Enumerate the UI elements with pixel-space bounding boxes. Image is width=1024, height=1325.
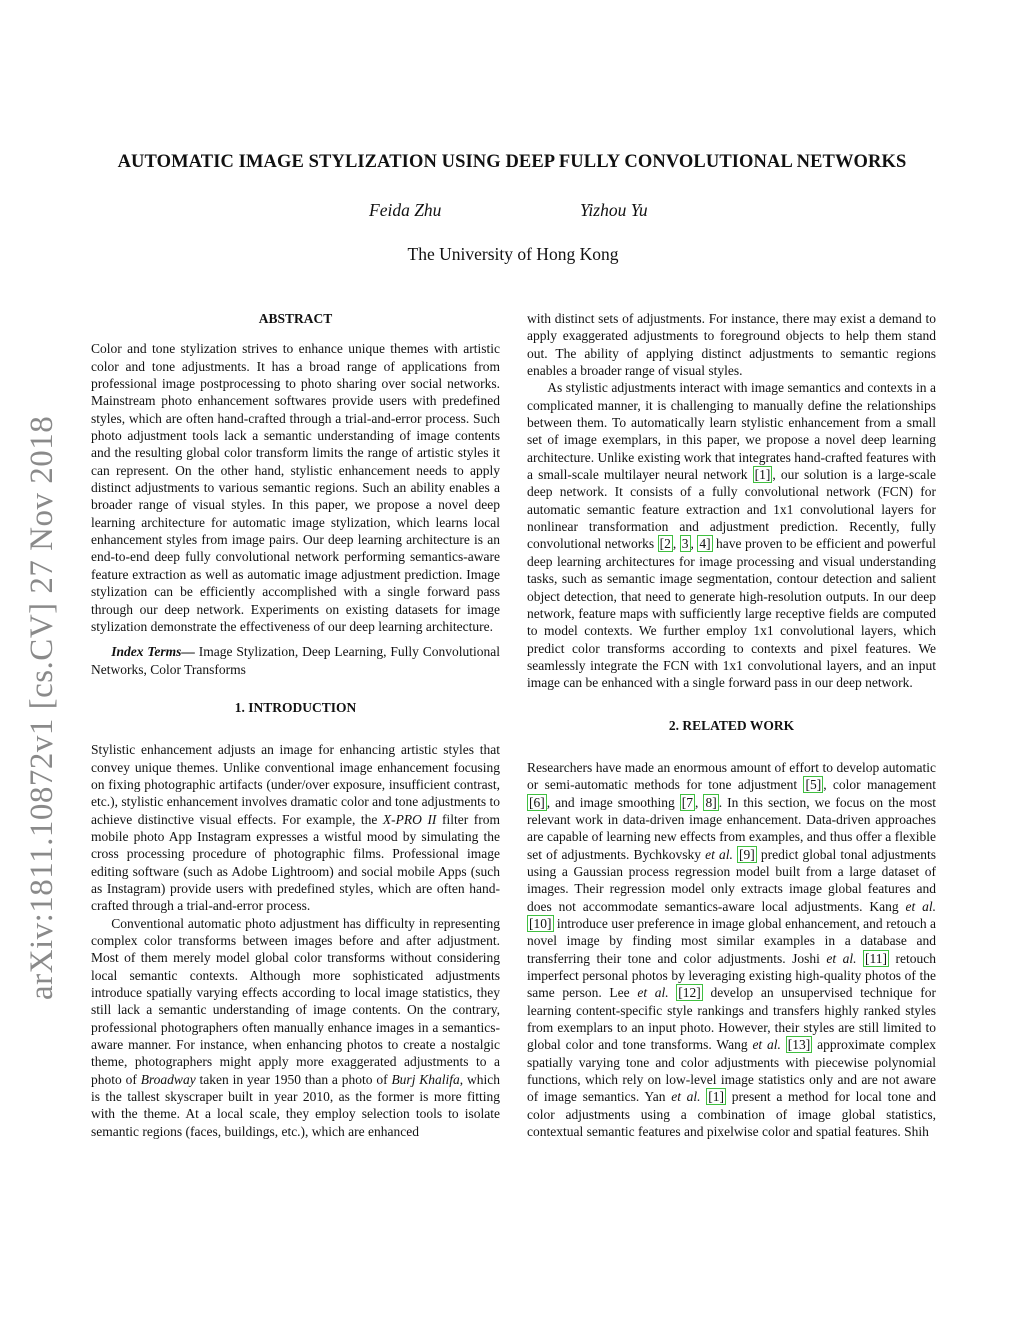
index-terms-text: Image Stylization, Deep Learning, Fully Convolutional Networks, Color Transforms: [91, 644, 501, 677]
index-terms: [91, 643, 500, 678]
citation-link[interactable]: [7: [681, 794, 694, 810]
citation-link[interactable]: [12]: [678, 985, 701, 1001]
citation-link[interactable]: [9]: [739, 846, 755, 862]
author-name: Yizhou Yu: [580, 200, 648, 220]
affiliation: The University of Hong Kong: [407, 244, 619, 264]
citation-link[interactable]: [2: [659, 536, 671, 552]
citation-link[interactable]: [6]: [529, 794, 545, 810]
abstract-heading: ABSTRACT: [258, 311, 333, 326]
citation-link[interactable]: [1]: [708, 1089, 725, 1105]
citation-link[interactable]: 4]: [699, 536, 711, 552]
right-column: [527, 310, 936, 1140]
citation-link[interactable]: 8]: [705, 794, 717, 810]
citation-link[interactable]: [10]: [529, 916, 552, 931]
related-work-heading: 2. RELATED WORK: [668, 717, 795, 733]
abstract-text: Color and tone stylization strives to enhance unique themes with artistic color and tone adjustments. It has a broad range of applications from professional image postprocessing to photo sharing over social networks. Mainstream photo enhancement softwares provide users with predefined styles, which are often hand-crafted through a trial-and-error process. Such photo adjustment tools lack a semantic understanding of image contents and the resulting global color transform limits the range of artistic styles it can represent. On the other hand, stylistic enhancement needs to apply distinct adjustments to various semantic regions. Such an ability enables a broader range of visual styles. In this paper, we propose a novel deep learning architecture for automatic image stylization, which learns local enhancement styles from image pairs. Our deep learning architecture is an end-to-end deep fully convolutional network performing semantics-aware feature extraction as well as automatic image adjustment prediction. Image stylization can be efficiently accomplished with a single forward pass through our deep network. Experiments on existing datasets for image stylization demonstrate the effectiveness of our deep learning architecture.: [91, 341, 500, 634]
arxiv-identifier: arXiv:1811.10872v1 [cs.CV] 27 Nov 2018: [24, 415, 60, 1000]
citation-link[interactable]: [5]: [805, 777, 822, 793]
intro-paragraph-3: with distinct sets of adjustments. For instance, there may exist a demand to apply exaggerated adjustments to foreground objects to help them stand out. The ability of applying distinct adjustments to semantic regions enables a broader range of visual styles.: [527, 311, 936, 379]
citation-link[interactable]: 3: [681, 536, 689, 552]
left-column: [91, 310, 500, 1140]
introduction-heading: 1. INTRODUCTION: [234, 699, 357, 715]
intro-paragraph-4: As stylistic adjustments interact with image semantics and contexts in a complicated manner, it is challenging to manually define the relationships between them. To automatically learn stylistic enhancement from a small set of image exemplars, in this paper, we propose a novel deep learning architecture. Unlike existing work that integrates hand-crafted features with a small-scale multilayer neural network [1] , our solution is a large-scale deep network. It consists of a fully convolutional network (FCN) for automatic semantic feature extraction and 1x1 convolutional layers for nonlinear transformation and adjustment prediction. Recently, fully convolutional networks [2 , 3 , 4] have proven to be efficient and powerful deep learning architectures for image processing and visual understanding tasks, such as semantic image segmentation, contour detection and salient object detection, that need to generate high-resolution outputs. In our deep network, feature maps with sufficiently large receptive fields are computed to model contexts. We further employ 1x1 convolutional layers, which predict color transforms according to contexts and pixel features. We seamlessly integrate the FCN with 1x1 convolutional layers, and an input image can be enhanced with a single forward pass in our deep network.: [527, 380, 936, 691]
citation-link[interactable]: [1]: [754, 467, 771, 483]
paper-title: AUTOMATIC IMAGE STYLIZATION USING DEEP FULLY CONVOLUTIONAL NETWORKS: [117, 152, 907, 172]
intro-paragraph-1: Stylistic enhancement adjusts an image for enhancing artistic styles that convey unique themes. Unlike conventional image enhancement focusing on fixing photographic artifacts (under/over exposure, insufficient contrast, etc.), stylistic enhancement involves dramatic color and tone adjustments to achieve distinctive visual effects. For example, the X-PRO II filter from mobile photo App Instagram expresses a wistful mood by simulating the cross processing procedure of photographic films. Professional image editing software (such as Adobe Lightroom) and social mobile Apps (such as Instagram) provide users with predefined styles, which are often hand-crafted through a trial-and-error process.: [91, 742, 501, 914]
author-name: Feida Zhu: [369, 200, 442, 220]
related-work-paragraph: Researchers have made an enormous amount of effort to develop automatic or semi-automatic methods for tone adjustment [5] , color management [6] , and image smoothing [7 , 8] . In this section, we focus on the most relevant work in data-driven image enhancement. Data-driven approaches are capable of learning new effects from examples, and thus offer a flexible set of adjustments. Bychkovsky et al. [9] predict global tonal adjustments using a Gaussian process regression model built from a large dataset of images. Their regression model only extracts image global features and does not accommodate semantics-aware local adjustments. Kang et al. [10] introduce user preference in image global enhancement, and retouch a novel image by finding most similar examples in a database and transferring their tone and color adjustments. Joshi et al. [11] retouch imperfect personal photos by leveraging existing high-quality photos of the same person. Lee et al. [12] develop an unsupervised technique for learning content-specific style rankings and transfers highly ranked styles from exemplars to an input photo. However, their styles are still limited to global color and tone transforms. Wang et al. [13] approximate complex spatially varying tone and color adjustments with piecewise polynomial functions, which rely on low-level image statistics only and are not aware of image semantics. Yan et al. [1] present a method for local tone and color adjustments using a combination of image global statistics, contextual semantic features and pixelwise color and spatial features. Shih: [527, 759, 937, 1140]
intro-paragraph-2: Conventional automatic photo adjustment has difficulty in representing complex color transforms between images before and after adjustment. Most of them merely model global color transforms without considering local semantic contexts. Although more sophisticated adjustments introduce spatially varying effects according to local image statistics, they still lack a semantic understanding of image contents. On the contrary, professional photographers often manually enhance images in a semantics-aware manner. For instance, when enhancing photos to create a nostalgic theme, photographers might apply more exaggerated adjustments to a photo of Broadway taken in year 1950 than a photo of Burj Khalifa, which is the tallest skyscraper built in year 2010, as the former is more fitting with the theme. At a local scale, they employ selection tools to isolate semantic regions (faces, buildings, etc.), which are enhanced: [91, 915, 501, 1139]
citation-link[interactable]: [11]: [865, 950, 888, 966]
citation-link[interactable]: [13]: [787, 1037, 811, 1053]
index-terms-label: Index Terms—: [111, 644, 195, 660]
